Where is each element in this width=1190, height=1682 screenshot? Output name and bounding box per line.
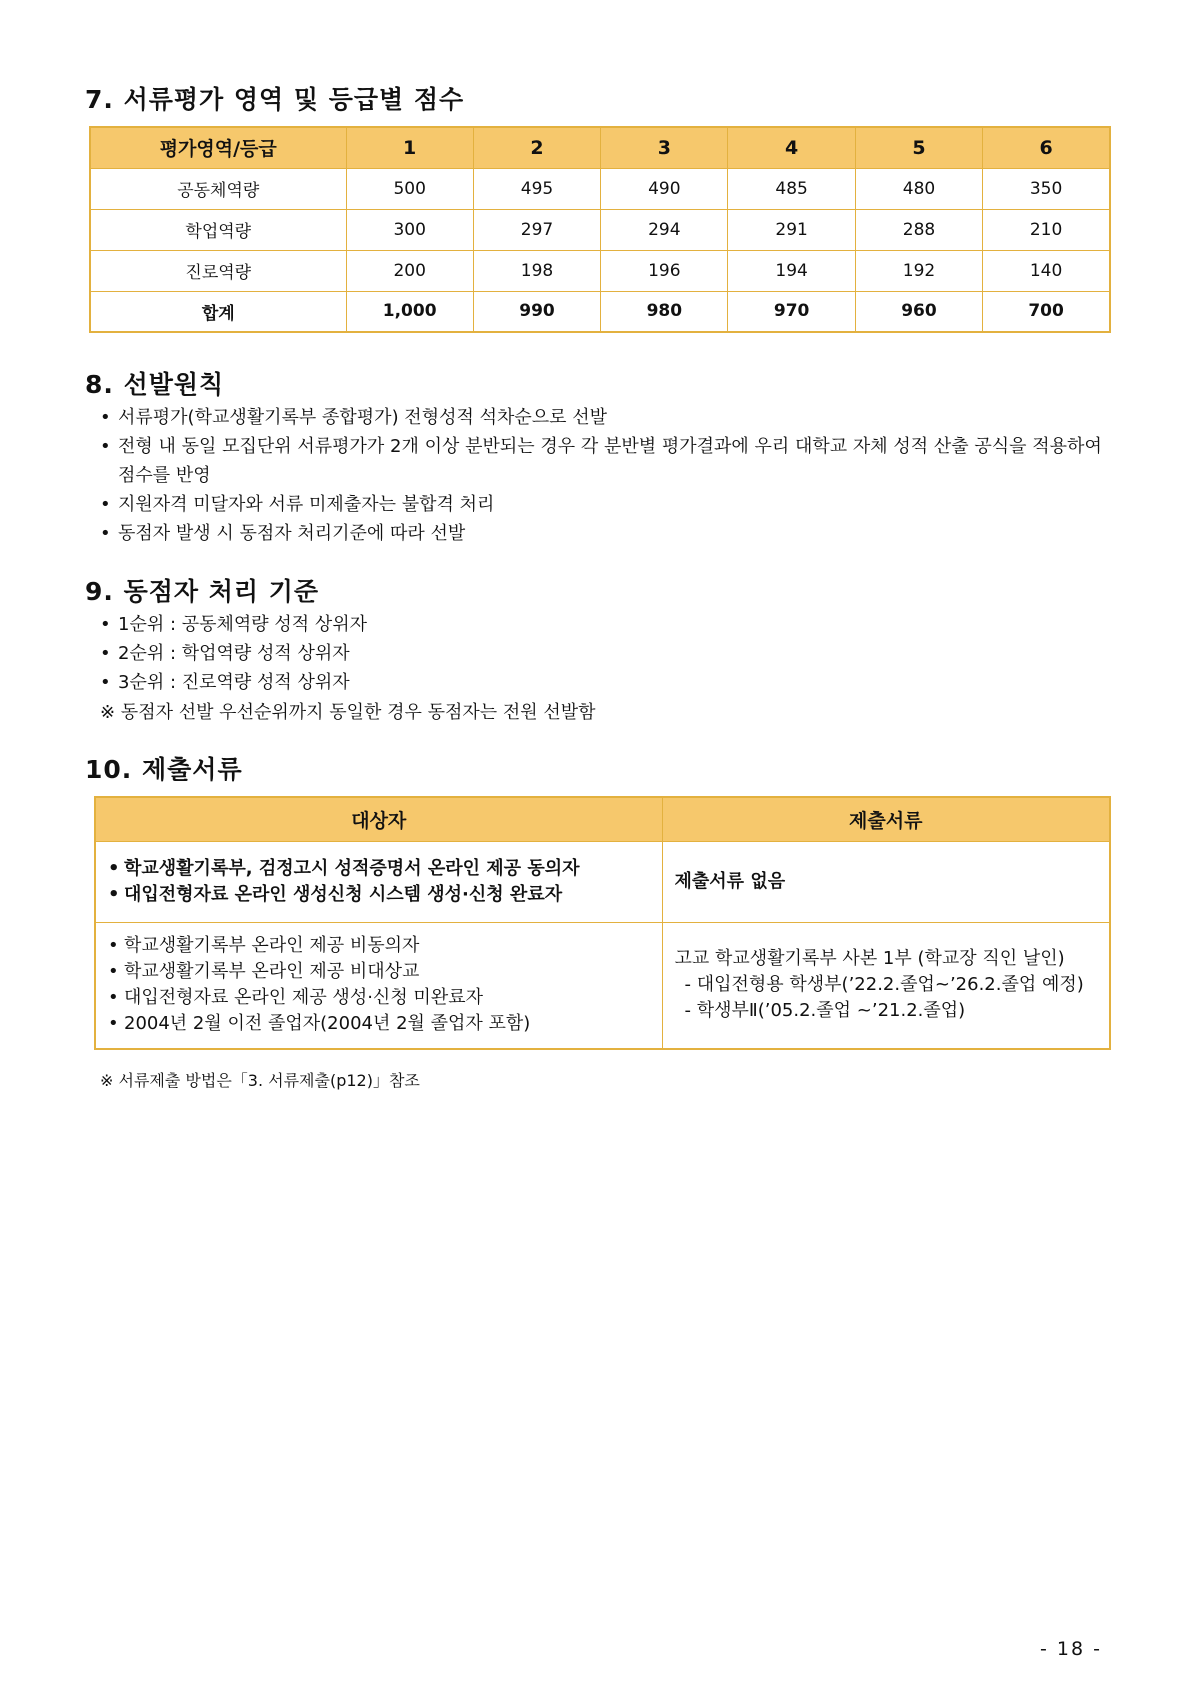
table-row <box>90 250 1110 291</box>
list-item: • 학교생활기록부 온라인 제공 비대상교 <box>108 959 662 985</box>
table-cell: 700 <box>983 291 1110 332</box>
table-cell: 192 <box>855 250 982 291</box>
header-cell: 대상자 <box>95 797 662 841</box>
row-label: 합계 <box>90 291 346 332</box>
table-cell: 500 <box>346 168 473 209</box>
table-cell: 480 <box>855 168 982 209</box>
table-cell: 294 <box>601 209 728 250</box>
table-row <box>90 209 1110 250</box>
section-8-title: 8. 선발원칙 <box>85 370 225 399</box>
list-item: • 학교생활기록부, 검정고시 성적증명서 온라인 제공 동의자 <box>108 856 662 882</box>
table-cell: 490 <box>601 168 728 209</box>
table-total-row <box>90 291 1110 332</box>
list-item: • 학교생활기록부 온라인 제공 비동의자 <box>108 933 662 959</box>
documents-sub-text: - 대입전형용 학생부(’22.2.졸업~’26.2.졸업 예정) <box>684 974 1084 996</box>
table-cell: 495 <box>473 168 600 209</box>
section-10-title: 10. 제출서류 <box>85 755 243 784</box>
row-label: 공동체역량 <box>90 168 346 209</box>
documents-note: ※ 서류제출 방법은「3. 서류제출(p12)」참조 <box>100 1071 420 1090</box>
section-9-title: 9. 동점자 처리 기준 <box>85 577 320 606</box>
tie-break-note: ※ 동점자 선발 우선순위까지 동일한 경우 동점자는 전원 선발함 <box>100 702 596 723</box>
header-cell: 3 <box>601 127 728 168</box>
table-cell: 300 <box>346 209 473 250</box>
table-cell: 288 <box>855 209 982 250</box>
list-item: • 2004년 2월 이전 졸업자(2004년 2월 졸업자 포함) <box>108 1011 662 1037</box>
table-cell: 970 <box>728 291 855 332</box>
table-row <box>95 841 1110 922</box>
list-item: • 동점자 발생 시 동점자 처리기준에 따라 선발 <box>100 519 1120 548</box>
header-cell: 1 <box>346 127 473 168</box>
list-item: • 3순위 : 진로역량 성적 상위자 <box>100 668 1120 697</box>
table-cell: 140 <box>983 250 1110 291</box>
table-cell: 291 <box>728 209 855 250</box>
documents-cell <box>662 841 1110 922</box>
table-cell: 198 <box>473 250 600 291</box>
score-table-header <box>90 127 1110 168</box>
header-cell: 제출서류 <box>662 797 1110 841</box>
list-item: • 대입전형자료 온라인 생성신청 시스템 생성·신청 완료자 <box>108 882 662 908</box>
table-cell: 980 <box>601 291 728 332</box>
list-item: • 2순위 : 학업역량 성적 상위자 <box>100 639 1120 668</box>
header-cell: 평가영역/등급 <box>90 127 346 168</box>
header-cell: 4 <box>728 127 855 168</box>
list-item: • 지원자격 미달자와 서류 미제출자는 불합격 처리 <box>100 490 1120 519</box>
row-label: 진로역량 <box>90 250 346 291</box>
documents-cell <box>662 922 1110 1049</box>
documents-main-text: 고교 학교생활기록부 사본 1부 (학교장 직인 날인) <box>674 948 1065 970</box>
table-cell: 990 <box>473 291 600 332</box>
target-cell <box>95 922 662 1049</box>
table-row <box>90 168 1110 209</box>
table-cell: 485 <box>728 168 855 209</box>
header-cell: 6 <box>983 127 1110 168</box>
list-item: • 서류평가(학교생활기록부 종합평가) 전형성적 석차순으로 선발 <box>100 403 1120 432</box>
documents-sub-text: - 학생부Ⅱ(’05.2.졸업 ~’21.2.졸업) <box>684 1000 966 1022</box>
table-cell: 194 <box>728 250 855 291</box>
list-item: • 1순위 : 공동체역량 성적 상위자 <box>100 610 1120 639</box>
list-item: • 대입전형자료 온라인 제공 생성·신청 미완료자 <box>108 985 662 1011</box>
page-number: - 18 - <box>1040 1638 1102 1660</box>
table-cell: 960 <box>855 291 982 332</box>
tie-break-list <box>100 610 1120 697</box>
selection-principles-list <box>100 403 1120 548</box>
list-item: • 전형 내 동일 모집단위 서류평가가 2개 이상 분반되는 경우 각 분반별 평가결과에 우리 대학교 자체 성적 산출 공식을 적용하여 점수를 반영 <box>100 432 1120 490</box>
table-cell: 350 <box>983 168 1110 209</box>
table-cell: 210 <box>983 209 1110 250</box>
no-documents-text: 제출서류 없음 <box>674 870 786 892</box>
table-row <box>95 922 1110 1049</box>
target-cell <box>95 841 662 922</box>
table-cell: 200 <box>346 250 473 291</box>
documents-table <box>94 796 1111 1050</box>
row-label: 학업역량 <box>90 209 346 250</box>
header-cell: 5 <box>855 127 982 168</box>
section-7-title: 7. 서류평가 영역 및 등급별 점수 <box>85 85 465 114</box>
table-cell: 196 <box>601 250 728 291</box>
header-cell: 2 <box>473 127 600 168</box>
table-cell: 297 <box>473 209 600 250</box>
table-cell: 1,000 <box>346 291 473 332</box>
score-table <box>89 126 1111 333</box>
documents-table-header <box>95 797 1110 841</box>
